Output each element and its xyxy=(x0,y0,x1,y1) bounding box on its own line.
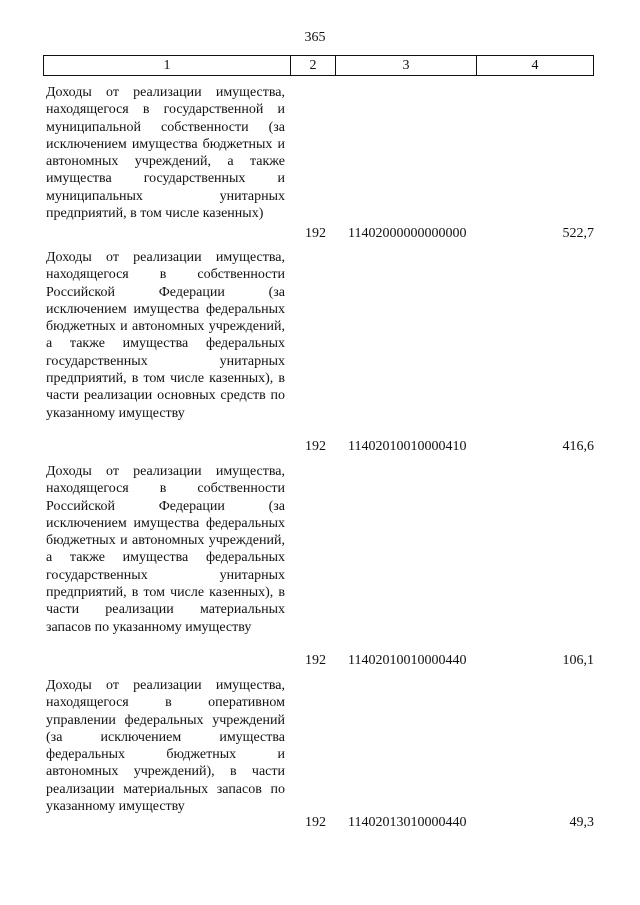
page-number: 365 xyxy=(304,30,326,45)
column-header-1: 1 xyxy=(44,56,291,75)
column-header-4: 4 xyxy=(531,58,539,73)
row-budget-code: 11402010010000410 xyxy=(348,439,467,454)
row-description: Доходы от реализации имущества, находящегося в собственности Российской Федерации (за исключением имущества федеральных бюджетных и автономных учреждений, а также имущества федеральных государственных унитарных предприятий, в том числе казенных), в части реализации материальных запасов по указанному имуществу xyxy=(46,464,285,635)
row-description: Доходы от реализации имущества, находящегося в государственной и муниципальной собственности (за исключением имущества бюджетных и автономных учреждений, а также имущества государственных и муниципальных унитарных предприятий, в том числе казенных) xyxy=(46,85,285,222)
table-header xyxy=(43,55,594,76)
row-admin-code: 192 xyxy=(305,653,326,668)
column-header-3: 3 xyxy=(336,56,477,75)
row-admin-code: 192 xyxy=(305,439,326,454)
row-amount: 416,6 xyxy=(562,439,594,454)
column-header-2: 2 xyxy=(291,56,336,75)
row-amount: 522,7 xyxy=(562,226,594,241)
row-budget-code: 11402013010000440 xyxy=(348,815,467,830)
row-description: Доходы от реализации имущества, находящегося в оперативном управлении федеральных учреждений (за исключением имущества федеральных бюджетных и автономных учреждений), в части реализации материальных запасов по указанному имуществу xyxy=(46,678,285,815)
row-budget-code: 11402000000000000 xyxy=(348,226,467,241)
row-description: Доходы от реализации имущества, находящегося в собственности Российской Федерации (за исключением имущества федеральных бюджетных и автономных учреждений, а также имущества федеральных государственных унитарных предприятий, в том числе казенных), в части реализации основных средств по указанному имуществу xyxy=(46,250,285,421)
row-budget-code: 11402010010000440 xyxy=(348,653,467,668)
row-amount: 49,3 xyxy=(569,815,594,830)
row-amount: 106,1 xyxy=(562,653,594,668)
row-admin-code: 192 xyxy=(305,815,326,830)
row-admin-code: 192 xyxy=(305,226,326,241)
